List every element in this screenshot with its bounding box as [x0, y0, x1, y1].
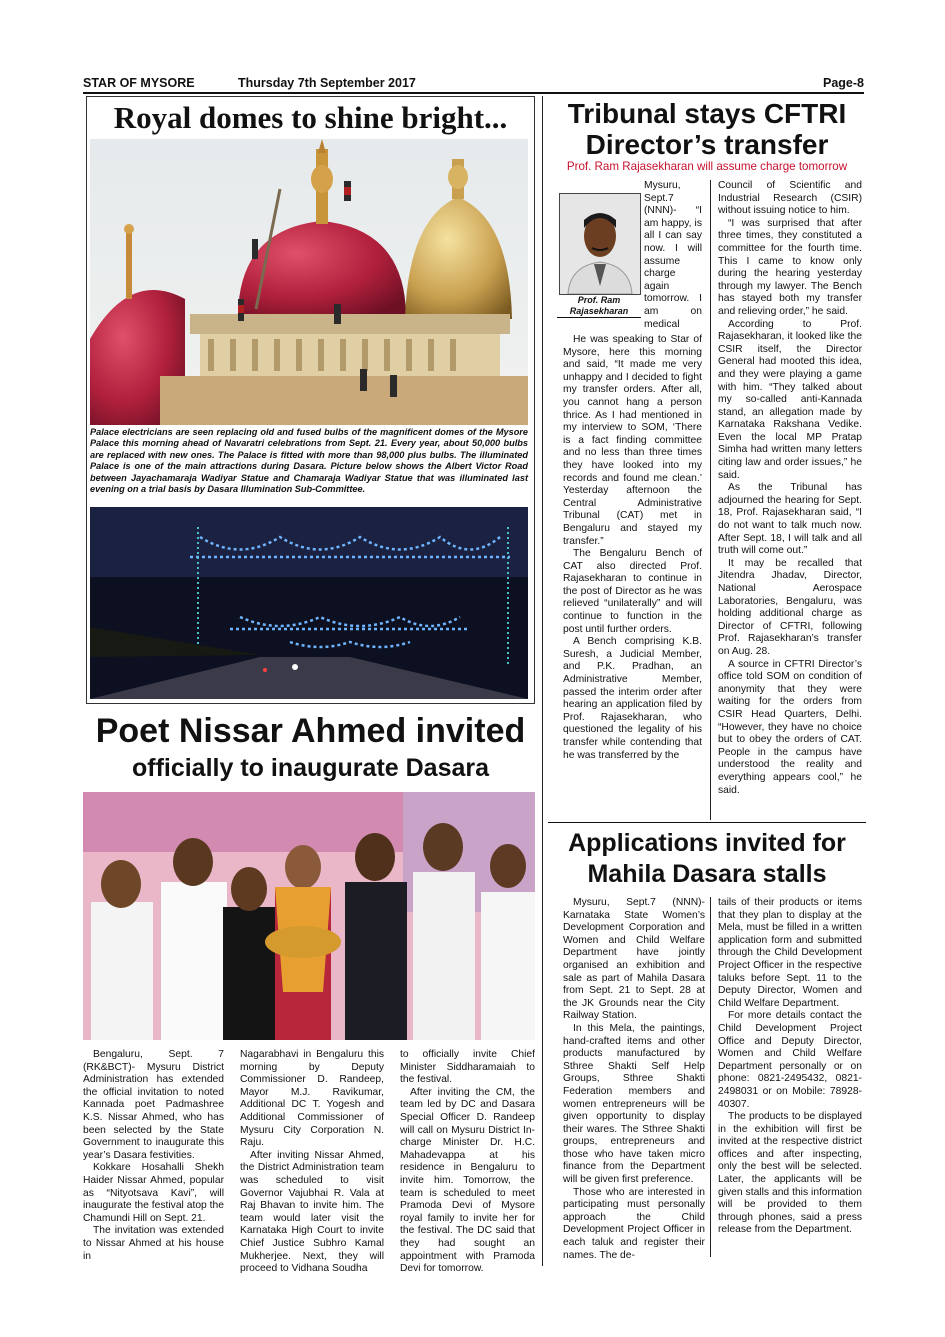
cftri-column-divider	[710, 180, 711, 820]
portrait-box	[557, 193, 641, 321]
nissar-paragraph: Bengaluru, Sept. 7 (RK&BCT)- Mysuru District Administration has extended the official invitation to noted Kannada poet Padmashree K.S. Nissar Ahmed, who has been selected by the State Government to inaugurate this year’s Dasara festivities.	[83, 1049, 224, 1161]
cftri-paragraph: A source in CFTRI Director’s office told SOM on condition of anonymity that they were waiting for the orders from CSIR Head Quarters, Delhi. “However, they have no choice but to obey the orders of CAT. People in the campus have understood the reality and everything appears cool,” he said.	[718, 658, 862, 796]
issue-date: Thursday 7th September 2017	[238, 76, 416, 90]
nissar-paragraph: Nagarabhavi in Bengaluru this morning by Deputy Commissioner D. Randeep, Mayor M.J. Ravikumar, Additional DC T. Yogesh and Additional Commissioner of Mysuru City Corporation N. Raju.	[240, 1049, 384, 1149]
nissar-paragraph: to officially invite Chief Minister Siddharamaiah to the festival.	[400, 1049, 535, 1086]
nissar-paragraph: The invitation was extended to Nissar Ahmed at his house in	[83, 1225, 224, 1262]
royal-headline: Royal domes to shine bright...	[113, 100, 508, 135]
nissar-paragraph: After inviting the CM, the team led by DC and Dasara Special Officer D. Randeep will call on Mysuru District In-charge Minister Dr. H.C. Mahadevappa at his residence in Bengaluru to invite him. Tomorrow, the team is scheduled to meet Pramoda Devi of Mysore royal family to invite her for the festival. The DC said that they had sought an appointment with Pramoda Devi for tomorrow.	[400, 1086, 535, 1275]
portrait-caption-line2: Rajasekharan	[557, 306, 641, 318]
cftri-paragraph: Council of Scientific and Industrial Research (CSIR) without issuing notice to him.	[718, 180, 862, 217]
palace-domes-photo	[90, 139, 528, 425]
cftri-subhead: Prof. Ram Rajasekharan will assume charge tomorrow	[566, 160, 848, 173]
nissar-column-2	[240, 1049, 384, 1276]
page-number: Page-8	[823, 76, 864, 90]
cftri-headline	[548, 98, 866, 160]
mahila-paragraph: For more details contact the Child Development Project Office and Deputy Director, Women and Child Welfare Department personally or on phone: 0821-2495432, 0821-2498031 or on Mobile: 78928-40307.	[718, 1010, 862, 1110]
nissar-headline-line1: Poet Nissar Ahmed invited	[95, 712, 526, 750]
cftri-paragraph: A Bench comprising K.B. Suresh, a Judicial Member, and P.K. Pradhan, an Administrative Member, passed the interim order after hearing an application filed by Prof. Rajasekharan, who questioned the legality of his transfer while contending that he was transferred by the	[563, 636, 702, 761]
nissar-paragraph: Kokkare Hosahalli Shekh Haider Nissar Ahmed, popular as “Nityotsava Kavi”, will inaugurate the festival atop the Chamundi Hill on Sept. 21.	[83, 1162, 224, 1224]
nissar-headline	[83, 710, 538, 784]
illuminated-road-photo	[90, 507, 528, 699]
mahila-headline	[548, 828, 866, 890]
column-divider	[542, 96, 543, 1266]
nissar-column-1	[83, 1049, 224, 1263]
nissar-headline-line2: officially to inaugurate Dasara	[131, 754, 490, 782]
mahila-column-2	[718, 897, 862, 1237]
paper-name: STAR OF MYSORE	[83, 76, 195, 90]
cftri-paragraph: He was speaking to Star of Mysore, here this morning and said, “It made me very unhappy and I decided to fight my transfer orders. After all, you cannot hang a person thrice. As I had mentioned in my interview to SOM, ‘There is a fact finding committee and no less than three times they have looked into my records and found me clean.’ Yesterday afternoon the Central Administrative Tribunal (CAT) met in Bengaluru and stayed my transfer.”	[563, 334, 702, 547]
cftri-paragraph: It may be recalled that Jitendra Jhadav, Director, National Aerospace Laboratories, Bengaluru, was holding additional charge as Director of CFTRI, following Prof. Rajasekharan’s transfer on Aug. 28.	[718, 557, 862, 657]
masthead	[83, 74, 864, 92]
mahila-paragraph: Mysuru, Sept.7 (NNN)- Karnataka State Women’s Development Corporation and Women and Child Welfare Department have jointly organised an exhibition and sale as part of Mahila Dasara from Sept. 21 to Sept. 28 at the JK Grounds near the City Railway Station.	[563, 897, 705, 1022]
cftri-lead-paragraph: Mysuru, Sept.7 (NNN)- “I am happy, is all I can say now. I will assume charge again tomorrow. I am on medical	[644, 180, 702, 330]
cftri-column-2	[718, 180, 862, 797]
prof-ram-portrait	[559, 193, 641, 295]
mahila-paragraph: In this Mela, the paintings, hand-crafted items and other products manufactured by Sthree Shakti Self Help Groups, Sthree Shakti Federation members and women entrepreneurs will be given opportunity to display their wares. The Sthree Shakti groups, entrepreneurs and those who have taken micro finance from the Department will be given first preference.	[563, 1022, 705, 1186]
cftri-end-rule	[548, 822, 866, 823]
mahila-paragraph: The products to be displayed in the exhibition will first be invited at the respective district offices and after inspecting, only the best will be selected. Later, the applicants will be given stalls and this information will be provided to them through phones, said a press release from the Department.	[718, 1111, 862, 1236]
cftri-paragraph: As the Tribunal has adjourned the hearing for Sept. 18, Prof. Rajasekharan said, “I do not want to talk much now. After Sept. 18, I will talk and all truth will come out.”	[718, 482, 862, 557]
cftri-paragraph: “I was surprised that after three times, they constituted a committee for the fourth time. This I came to know only during the hearing yesterday through my lawyer. The Bench has stayed both my transfer and relieving order,” he said.	[718, 217, 862, 317]
cftri-column-1	[563, 334, 702, 762]
portrait-caption-line1: Prof. Ram	[577, 295, 621, 305]
cftri-headline-line1: Tribunal stays CFTRI	[567, 98, 847, 129]
nissar-paragraph: After inviting Nissar Ahmed, the District Administration team was scheduled to visit Governor Vajubhai R. Vala at Raj Bhavan to invite him. The team would later visit the Karnataka High Court to invite Chief Justice Subhro Kamal Mukherjee. Next, they will proceed to Vidhana Soudha	[240, 1149, 384, 1275]
cftri-paragraph: According to Prof. Rajasekharan, it looked like the CSIR itself, the Director General had mooted this idea, and they were playing a game with him. “They talked about my so-called anti-Kannada stand, an allegation made by Karnataka Rakshana Vedike. Even the local MP Pratap Simha had written many letters citing law and order issues,” he said.	[718, 318, 862, 481]
cftri-headline-line2: Director’s transfer	[585, 129, 829, 160]
mahila-headline-line1: Applications invited for	[568, 829, 846, 857]
nissar-column-3	[400, 1049, 535, 1276]
cftri-paragraph: The Bengaluru Bench of CAT also directed Prof. Rajasekharan to continue in the post of Director as he was relieved “unilaterally” and will continue to function in the post until further orders.	[563, 548, 702, 635]
mahila-column-1	[563, 897, 705, 1262]
masthead-rule	[83, 92, 864, 94]
cftri-lead-narrow	[644, 180, 702, 330]
mahila-paragraph: Those who are interested in participating must personally approach the Child Development Project Officer in each taluk and register their names. The de-	[563, 1186, 705, 1261]
royal-caption: Palace electricians are seen replacing old and fused bulbs of the magnificent domes of the Mysore Palace this morning ahead of Navaratri celebrations from Sept. 21. Every year, about 50,000 bulbs are replaced with new ones. The Palace is fitted with more than 98,000 plus bulbs. The illuminated Palace is one of the main attractions during Dasara. Picture below shows the Albert Victor Road between Jayachamaraja Wadiyar Statue and Chamaraja Wadiyar Statue that was illuminated last evening on a trial basis by Dasara Illumination Sub-Committee.	[90, 427, 528, 495]
mahila-paragraph: tails of their products or items that they plan to display at the Mela, must be filled in a written application form and submitted through the Child Development Project Officer in the respective taluks before Sept. 11 to the Deputy Director, Women and Child Welfare Department.	[718, 897, 862, 1009]
mahila-headline-line2: Mahila Dasara stalls	[587, 860, 827, 888]
invitation-photo	[83, 792, 535, 1040]
mahila-column-divider	[710, 897, 711, 1257]
